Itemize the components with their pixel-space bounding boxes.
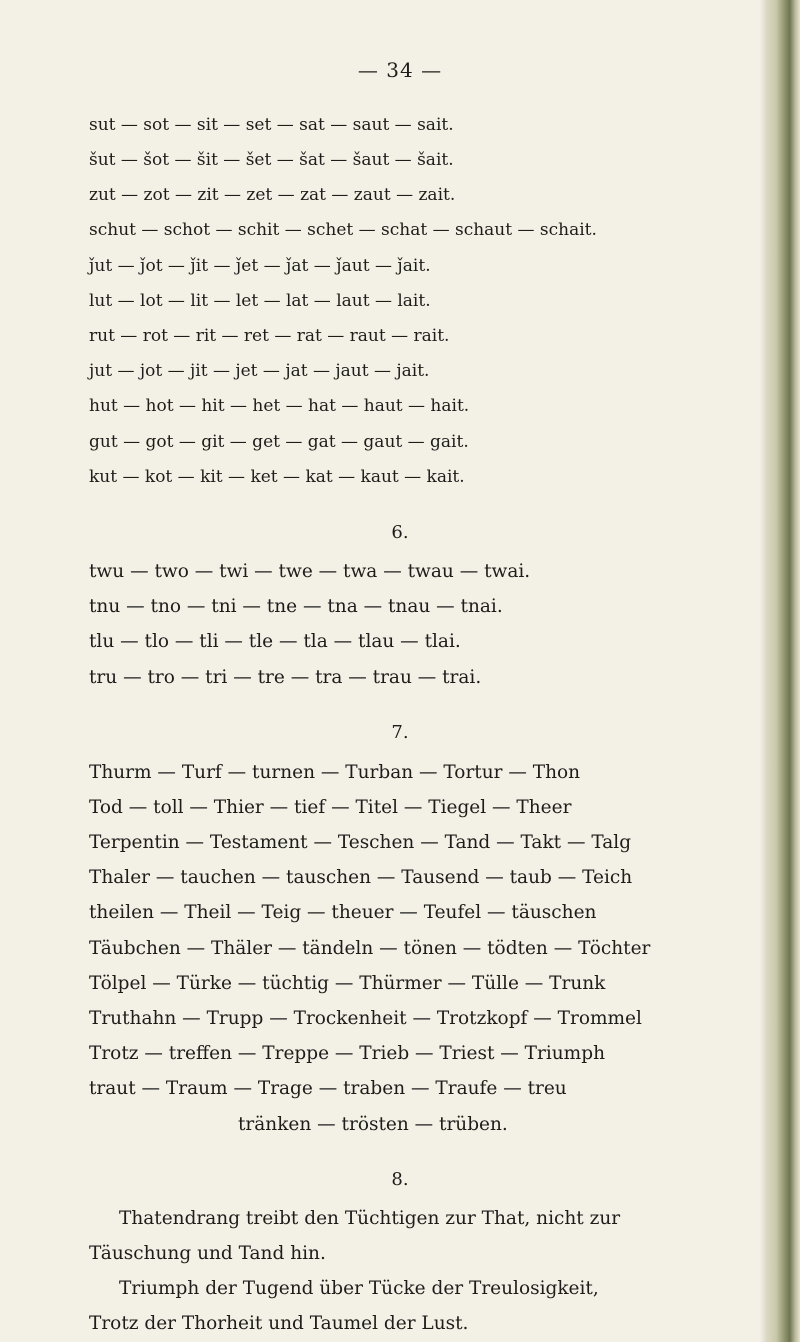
word-list-line: Truthahn — Trupp — Trockenheit — Trotzkopf — Trommel bbox=[89, 1008, 642, 1029]
syllable-line: tlu — tlo — tli — tle — tla — tlau — tlai. bbox=[89, 631, 461, 652]
word-list-line: Trotz — treffen — Treppe — Trieb — Triest — Triumph bbox=[89, 1043, 605, 1064]
paragraph-2-line-1: Triumph der Tugend über Tücke der Treulosigkeit, bbox=[119, 1278, 599, 1299]
syllable-line: rut — rot — rit — ret — rat — raut — rait. bbox=[89, 326, 450, 346]
section-heading-8: 8. bbox=[391, 1169, 409, 1190]
paragraph-2-line-2: Trotz der Thorheit und Taumel der Lust. bbox=[89, 1313, 469, 1334]
word-list-line: Terpentin — Testament — Teschen — Tand — Takt — Talg bbox=[89, 832, 632, 853]
syllable-line: kut — kot — kit — ket — kat — kaut — kait. bbox=[89, 467, 465, 487]
word-list-line: Täubchen — Thäler — tändeln — tönen — tödten — Töchter bbox=[89, 938, 651, 959]
syllable-line: gut — got — git — get — gat — gaut — gait. bbox=[89, 432, 469, 452]
word-list-line: Tölpel — Türke — tüchtig — Thürmer — Tülle — Trunk bbox=[89, 973, 606, 994]
syllable-line: twu — two — twi — twe — twa — twau — twai. bbox=[89, 561, 531, 582]
syllable-line: schut — schot — schit — schet — schat — schaut — schait. bbox=[89, 220, 597, 240]
syllable-line: ǰut — ǰot — ǰit — ǰet — ǰat — ǰaut — ǰait. bbox=[89, 256, 431, 276]
syllable-line: šut — šot — šit — šet — šat — šaut — šait. bbox=[89, 150, 454, 170]
section-heading-6: 6. bbox=[391, 522, 409, 543]
syllable-line: sut — sot — sit — set — sat — saut — sait. bbox=[89, 115, 454, 135]
word-list-line: Thurm — Turf — turnen — Turban — Tortur — Thon bbox=[89, 762, 581, 783]
page-number: — 34 — bbox=[357, 58, 443, 82]
syllable-line: zut — zot — zit — zet — zat — zaut — zait. bbox=[89, 185, 456, 205]
syllable-line: tru — tro — tri — tre — tra — trau — trai. bbox=[89, 667, 482, 688]
paragraph-1-line-1: Thatendrang treibt den Tüchtigen zur That, nicht zur bbox=[119, 1208, 621, 1229]
paragraph-1-line-2: Täuschung und Tand hin. bbox=[89, 1243, 326, 1264]
syllable-line: hut — hot — hit — het — hat — haut — hait. bbox=[89, 396, 470, 416]
word-list-last-line: tränken — trösten — trüben. bbox=[238, 1114, 508, 1135]
word-list-line: Thaler — tauchen — tauschen — Tausend — taub — Teich bbox=[89, 867, 633, 888]
word-list-line: theilen — Theil — Teig — theuer — Teufel — täuschen bbox=[89, 902, 597, 923]
syllable-line: jut — jot — jit — jet — jat — jaut — jait. bbox=[89, 361, 430, 381]
syllable-line: lut — lot — lit — let — lat — laut — lait. bbox=[89, 291, 431, 311]
section-heading-7: 7. bbox=[391, 722, 409, 743]
word-list-line: Tod — toll — Thier — tief — Titel — Tiegel — Theer bbox=[89, 797, 572, 818]
syllable-line: tnu — tno — tni — tne — tna — tnau — tnai. bbox=[89, 596, 503, 617]
page-edge-binding bbox=[766, 0, 800, 1342]
word-list-line: traut — Traum — Trage — traben — Traufe — treu bbox=[89, 1078, 567, 1099]
